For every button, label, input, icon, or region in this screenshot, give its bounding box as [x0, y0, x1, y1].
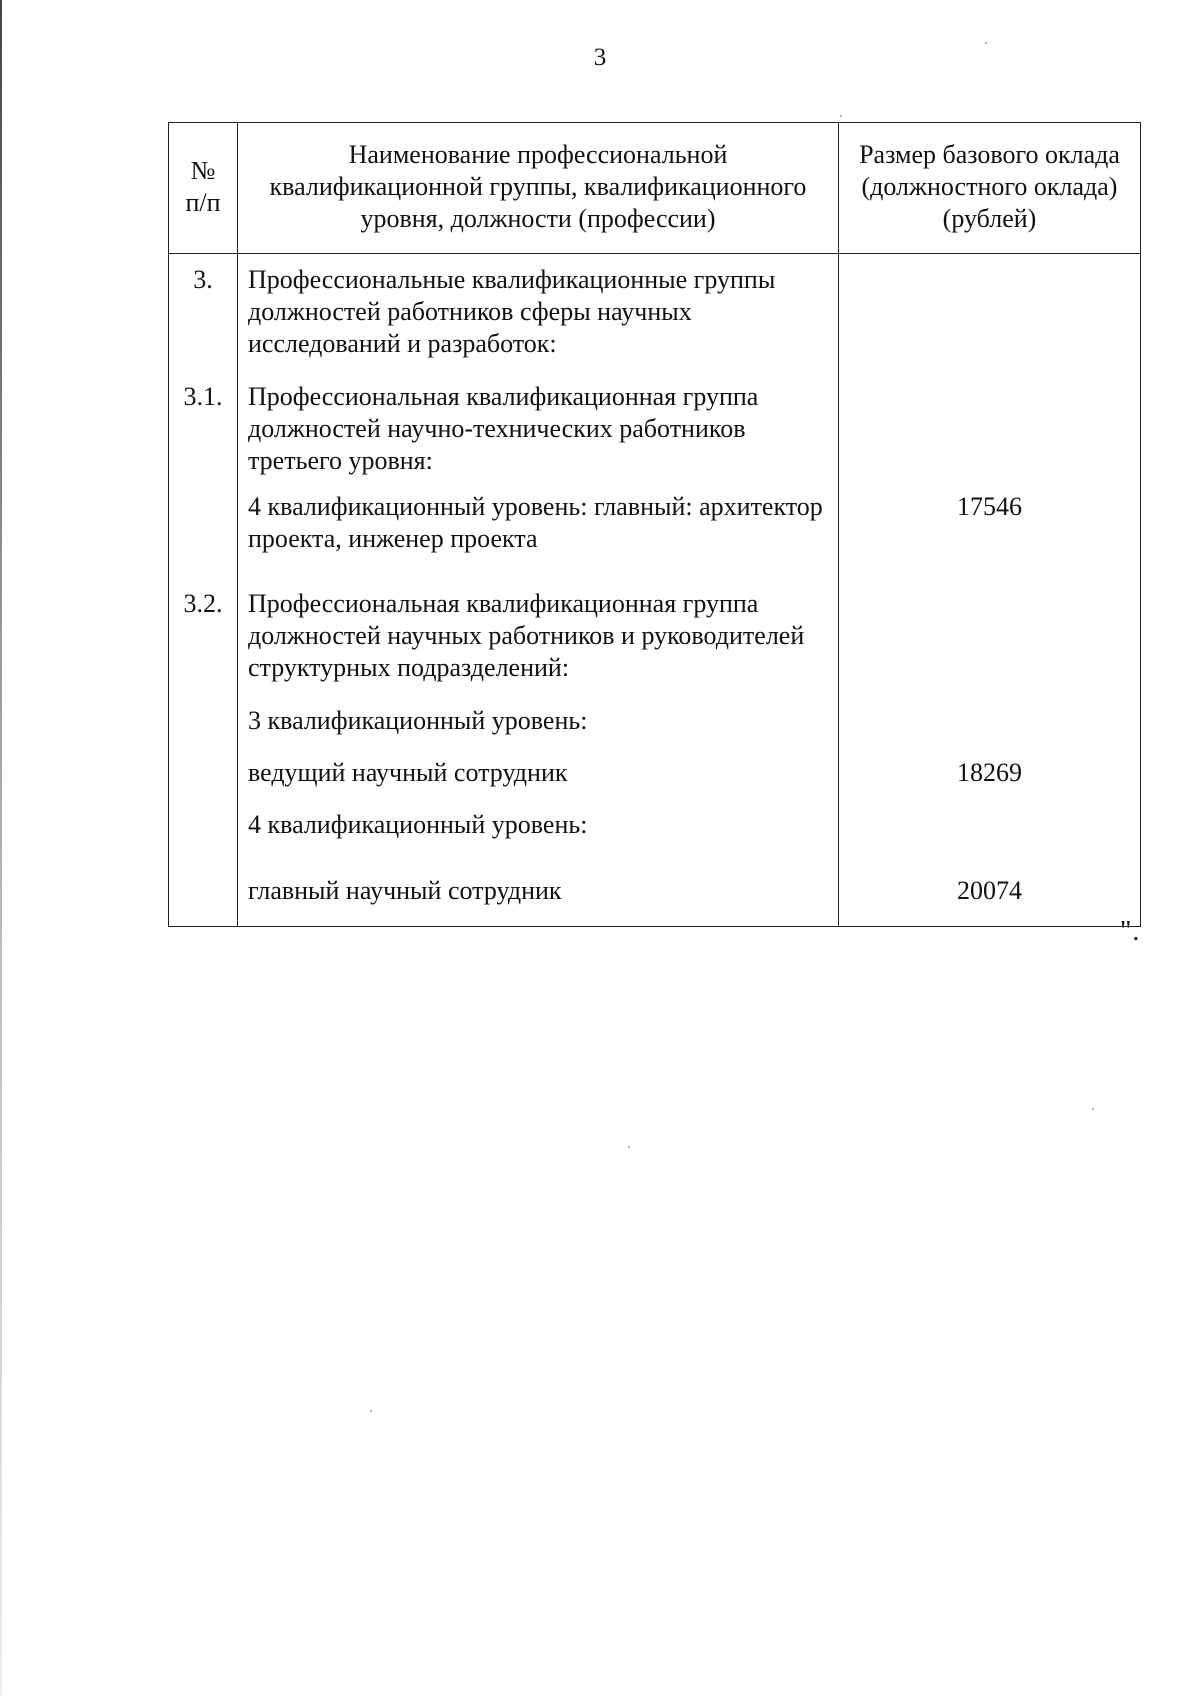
row-salary-spacer-c [847, 809, 1132, 875]
row-salary-17546: 17546 [957, 492, 1022, 521]
header-name [238, 123, 839, 254]
salary-table [168, 122, 1141, 927]
row-name-3: Профессиональные квалификационные группы должностей работников сферы научных исследований и разработок: [248, 265, 776, 358]
row-name-level3: 3 квалификационный уровень: [248, 706, 588, 735]
header-num-label: № п/п [185, 156, 221, 217]
row-name-level4: 4 квалификационный уровень: [248, 810, 588, 839]
row-salary-20074: 20074 [957, 876, 1022, 905]
row-num-3: 3. [193, 265, 213, 294]
row-num-3-1: 3.1. [183, 382, 223, 411]
table-header-row [169, 123, 1141, 254]
header-num [169, 123, 238, 254]
row-salary-18269: 18269 [957, 758, 1022, 787]
header-name-label: Наименование профессиональной квалификационной группы, квалификационного уровня, должности (профессии) [269, 140, 807, 233]
row-num-3-2: 3.2. [183, 589, 223, 618]
row-salary-spacer-b [847, 588, 1132, 757]
salary-column [839, 254, 1141, 927]
scan-speck [628, 1146, 630, 1148]
num-column [169, 254, 238, 927]
name-column [238, 254, 839, 927]
row-name-level4-architect: 4 квалификационный уровень: главный: архитектор проекта, инженер проекта [248, 492, 823, 553]
scan-speck [985, 42, 987, 44]
row-salary-spacer-a [847, 264, 1132, 491]
header-salary [839, 123, 1141, 254]
row-name-leading-researcher: ведущий научный сотрудник [248, 758, 568, 787]
closing-quote-mark: ". [1120, 916, 1141, 947]
scan-speck [370, 1410, 372, 1412]
scan-speck [840, 115, 842, 117]
page-number: 3 [593, 44, 607, 71]
row-name-3-2: Профессиональная квалификационная группа должностей научных работников и руководителей структурных подразделений: [248, 589, 805, 682]
table-body-row [169, 254, 1141, 927]
scan-edge [0, 0, 2, 1696]
header-salary-label: Размер базового оклада (должностного оклада) (рублей) [859, 140, 1120, 233]
scan-speck [1092, 1108, 1094, 1110]
row-name-3-1: Профессиональная квалификационная группа должностей научно-технических работников третьего уровня: [248, 382, 759, 475]
row-name-chief-researcher: главный научный сотрудник [248, 876, 562, 905]
